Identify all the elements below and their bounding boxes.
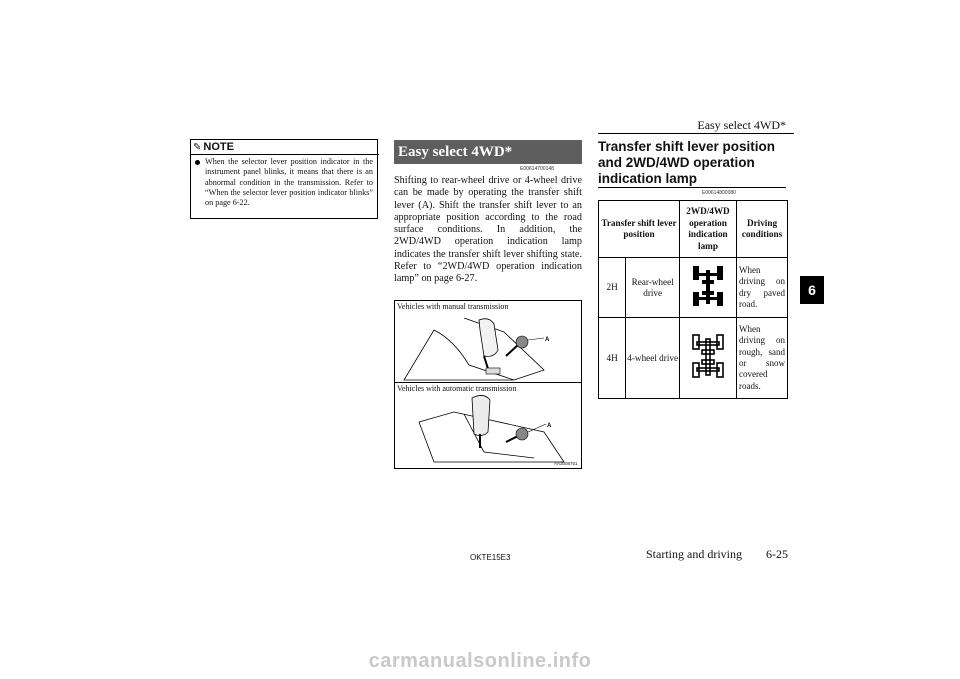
heading-rule [598, 187, 786, 188]
table-header-row [599, 201, 788, 258]
figure-divider [394, 382, 582, 383]
figure-label-manual: Vehicles with manual transmission [397, 302, 509, 311]
header-driving-conditions: Driving conditions [737, 201, 788, 258]
transfer-heading: Transfer shift lever position and 2WD/4WD operation indication lamp [598, 139, 776, 186]
condition-4h: When driving on rough, sand or snow covered roads. [737, 318, 788, 399]
bullet-icon [195, 160, 200, 165]
header-rule [598, 133, 794, 134]
pencil-icon: ✎ [193, 141, 202, 153]
lamp-cell-2h [680, 258, 737, 318]
drive-four-wheel: 4-wheel drive [626, 318, 680, 399]
callout-a-automatic: A [547, 423, 552, 429]
manual-shifter-illustration [394, 310, 582, 382]
section-banner-title: Easy select 4WD* [394, 140, 582, 164]
section-paragraph: Shifting to rear-wheel drive or 4-wheel drive can be made by operating the transfer shift lever (A). Shift the transfer shift lever to an appropriate position according to the road surface conditions. In addition, the 2WD/4WD operation indication lamp indicates the transfer shift lever shifting state. Refer to “2WD/4WD operation indication lamp” on page 6-27. [394, 175, 582, 285]
section-code: E00614700148 [520, 166, 554, 172]
transfer-table [598, 200, 788, 399]
callout-a-manual: A [545, 337, 550, 343]
running-header-title: Easy select 4WD* [697, 118, 786, 132]
table-row [599, 318, 788, 399]
document-code: OKTE15E3 [470, 553, 511, 562]
lamp-cell-4h [680, 318, 737, 399]
page-number: 6-25 [766, 547, 788, 561]
figure-label-automatic: Vehicles with automatic transmission [397, 384, 517, 393]
table-row [599, 258, 788, 318]
four-wheel-drive-lamp-icon [691, 333, 725, 381]
position-4h: 4H [599, 318, 626, 399]
note-text: When the selector lever position indicator in the instrument panel blinks, it means that there is an abnormal condition in the transmission. Refer to “When the selector lever position indicator blinks” on page 6-22. [205, 157, 373, 208]
note-header [191, 140, 379, 155]
header-indication-lamp: 2WD/4WD operation indication lamp [680, 201, 737, 258]
note-label: NOTE [203, 141, 234, 153]
rear-wheel-drive-lamp-icon [691, 264, 725, 310]
figure-code: AA3008751 [554, 461, 578, 466]
header-lever-position: Transfer shift lever position [599, 201, 680, 258]
transfer-section-code: E00614800080 [702, 190, 736, 196]
position-2h: 2H [599, 258, 626, 318]
watermark-text: carmanualsonline.info [368, 650, 592, 672]
note-box [190, 139, 378, 219]
drive-rear-wheel: Rear-wheel drive [626, 258, 680, 318]
footer-section-name: Starting and driving [646, 547, 742, 561]
automatic-shifter-illustration [394, 392, 582, 464]
chapter-tab: 6 [800, 276, 824, 304]
condition-2h: When driving on dry paved road. [737, 258, 788, 318]
